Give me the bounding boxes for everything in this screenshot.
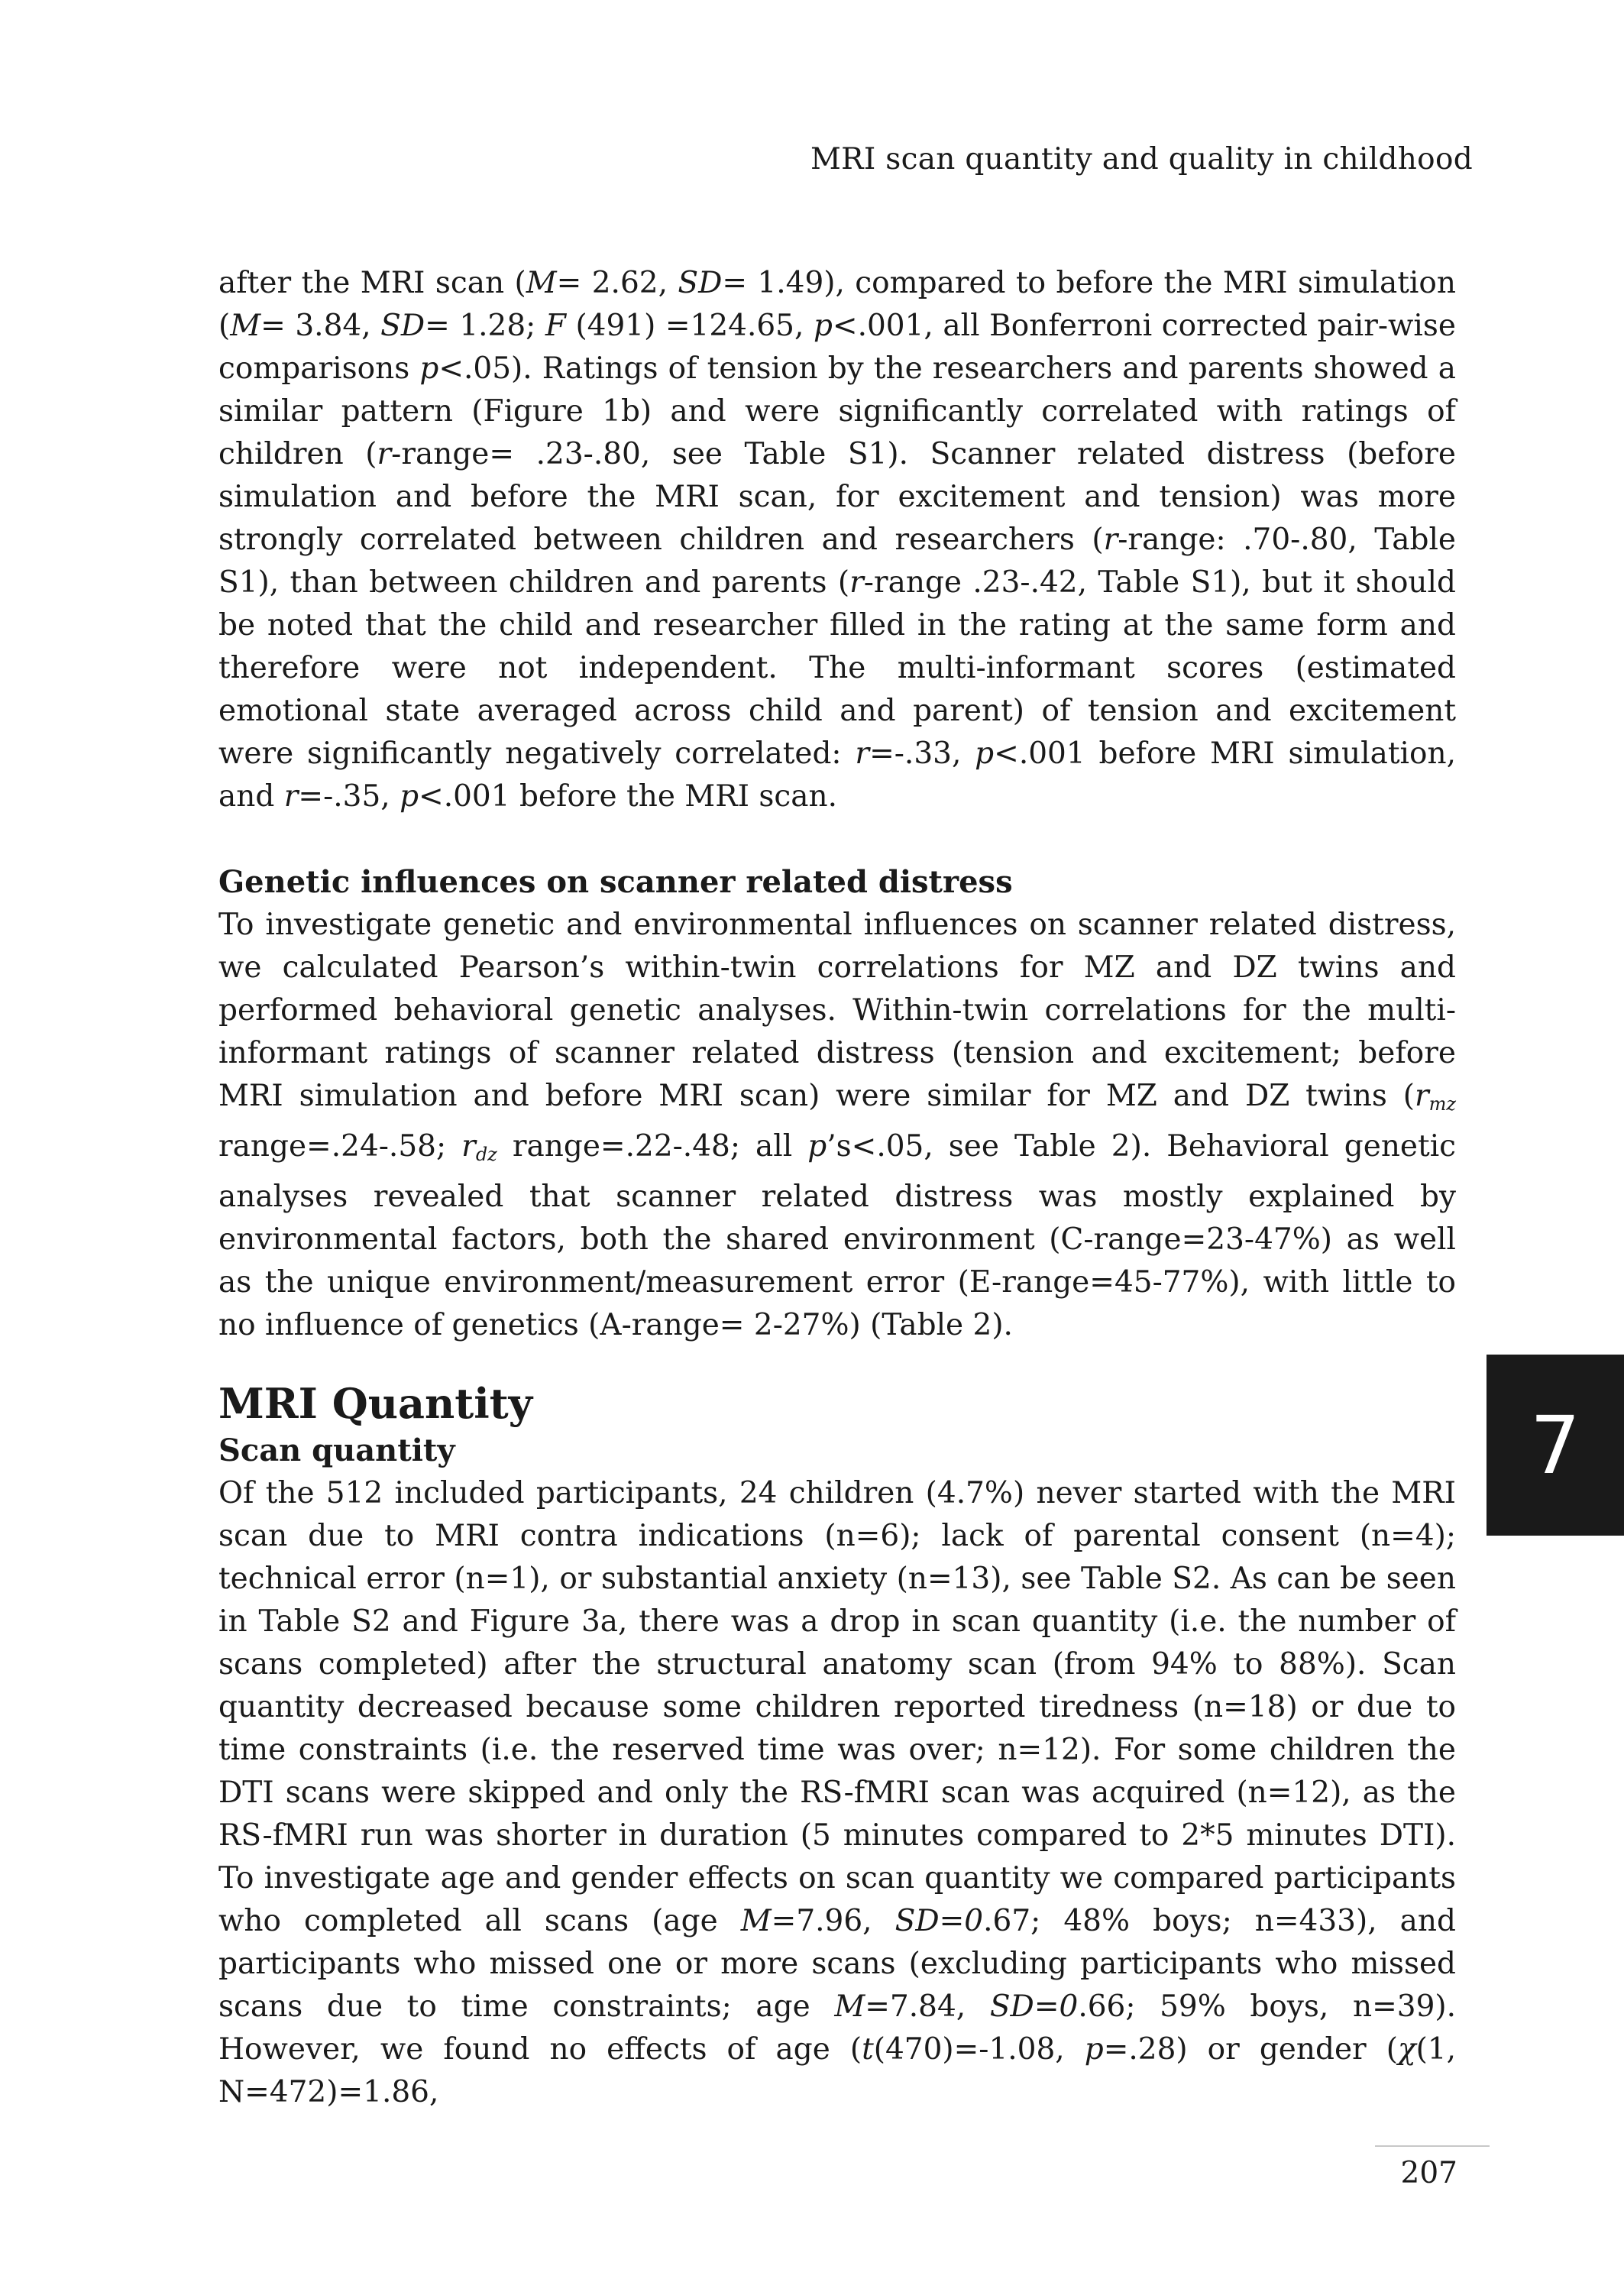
paragraph-distress-ratings: after the MRI scan (M= 2.62, SD= 1.49), compared to before the MRI simulation (M= 3.84, SD= 1.28; F (491) =124.65, p<.001, all Bonferroni corrected pair-wise comparisons p<.05). Ratings of tension by the researchers and parents showed a similar pattern (Figure 1b) and were significantly correlated with ratings of children (r-range= .23-.80, see Table S1). Scanner related distress (before simulation and before the MRI scan, for excitement and tension) was more strongly correlated between children and researchers (r-range: .70-.80, Table S1), than between children and parents (r-range .23-.42, Table S1), but it should be noted that the child and researcher filled in the rating at the same form and therefore were not independent. The multi-informant scores (estimated emotional state averaged across child and parent) of tension and excitement were significantly negatively correlated: r=-.33, p<.001 before MRI simulation, and r=-.35, p<.001 before the MRI scan. [218, 266, 1457, 814]
heading-scan-quantity: Scan quantity [218, 1432, 455, 1468]
heading-mri-quantity: MRI Quantity [218, 1379, 533, 1428]
page-number: 207 [1400, 2156, 1457, 2190]
paragraph-scan-quantity: Of the 512 included participants, 24 children (4.7%) never started with the MRI scan due to MRI contra indications (n=6); lack of parental consent (n=4); technical error (n=1), or substantial anxiety (n=13), see Table S2. As can be seen in Table S2 and Figure 3a, there was a drop in scan quantity (i.e. the number of scans completed) after the structural anatomy scan (from 94% to 88%). Scan quantity decreased because some children reported tiredness (n=18) or due to time constraints (i.e. the reserved time was over; n=12). For some children the DTI scans were skipped and only the RS-fMRI scan was acquired (n=12), as the RS-fMRI run was shorter in duration (5 minutes compared to 2*5 minutes DTI). To investigate age and gender effects on scan quantity we compared participants who completed all scans (age M=7.96, SD=0.67; 48% boys; n=433), and participants who missed one or more scans (excluding participants who missed scans due to time constraints; age M=7.84, SD=0.66; 59% boys, n=39). However, we found no effects of age (t(470)=-1.08, p=.28) or gender (χ(1, N=472)=1.86, [218, 1476, 1457, 2109]
chapter-tab: 7 [1487, 1355, 1624, 1536]
running-header: MRI scan quantity and quality in childhood [810, 142, 1473, 176]
paragraph-genetic-influences: To investigate genetic and environmental influences on scanner related distress, we calculated Pearson’s within-twin correlations for MZ and DZ twins and performed behavioral genetic analyses. Within-twin correlations for the multi-informant ratings of scanner related distress (tension and excitement; before MRI simulation and before MRI scan) were similar for MZ and DZ twins ($r_{mz}$ range=.24-.58; $r_{dz}$ range=.22-.48; all p’s<.05, see Table 2). Behavioral genetic analyses revealed that scanner related distress was mostly explained by environmental factors, both the shared environment (C-range=23-47%) as well as the unique environment/measurement error (E-range=45-77%), with little to no influence of genetics (A-range= 2-27%) (Table 2). [218, 908, 1457, 1342]
heading-genetic-influences: Genetic influences on scanner related distress [218, 864, 1013, 900]
body-text [218, 262, 1456, 2114]
footer-rule [1375, 2145, 1490, 2147]
